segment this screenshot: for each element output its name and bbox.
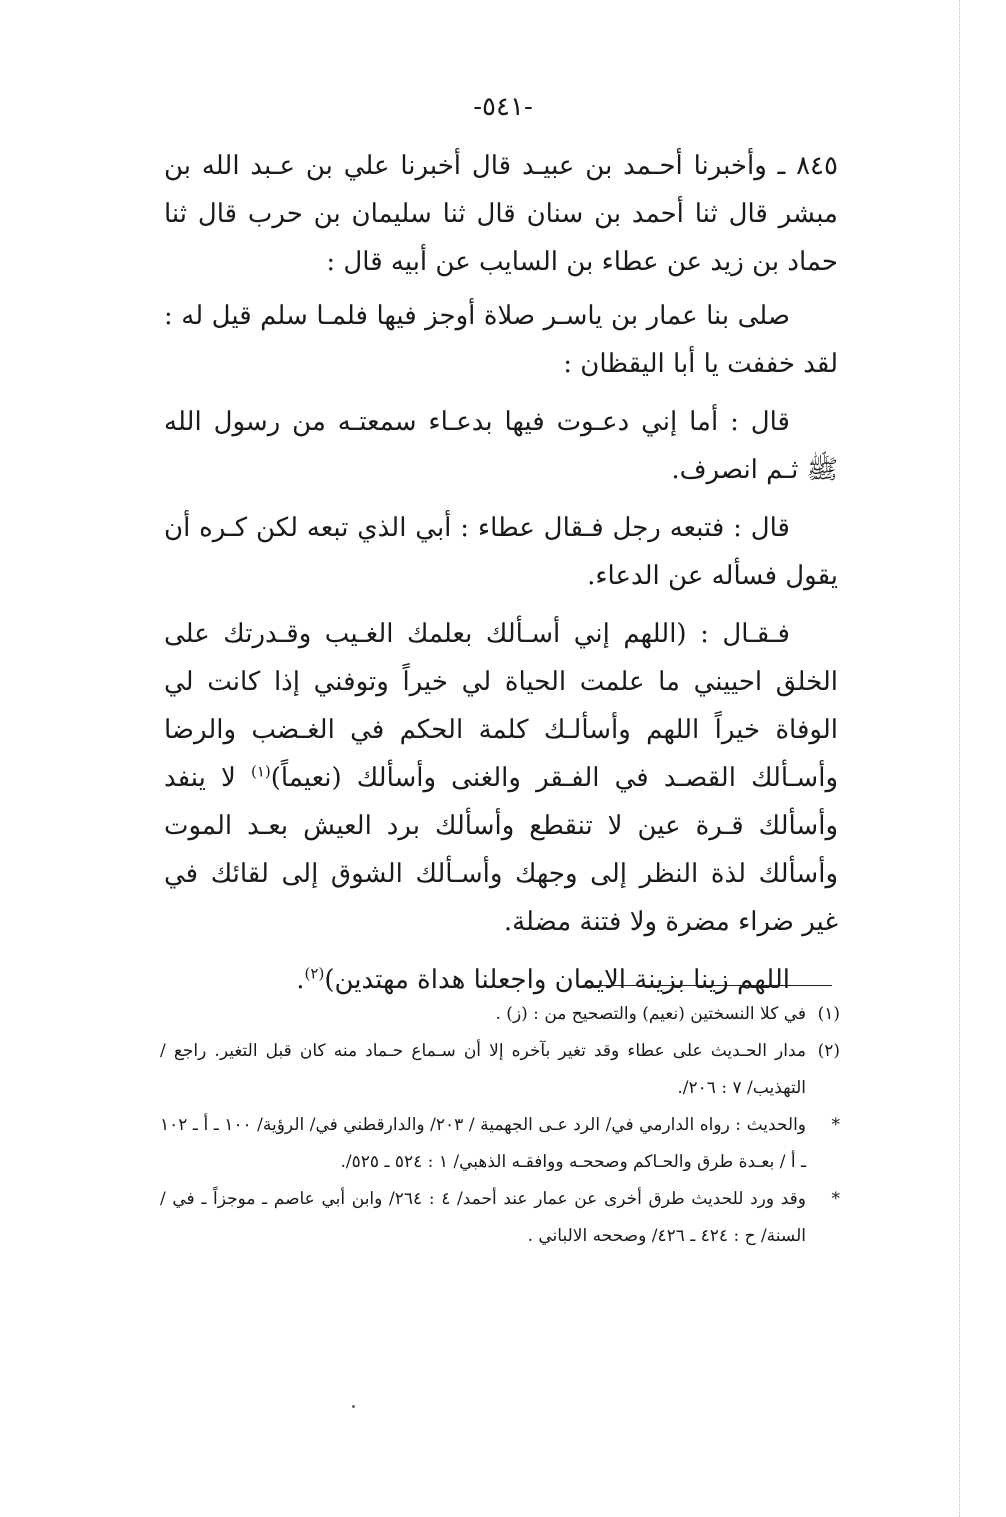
main-text bbox=[164, 142, 838, 1014]
page-number: -٥٤١- bbox=[473, 92, 533, 122]
footnote-1-text: في كلا النسختين (نعيم) والتصحيح من : (ز) . bbox=[495, 1004, 806, 1024]
footnote-note-b-mark: * bbox=[831, 1189, 840, 1209]
dua-text-part-2: لا ينفد وأسألك قـرة عين لا تنقطع وأسألك برد العيش بعـد الموت وأسألك لذة النظر إلى وجهك وأسـألك الشوق إلى لقائك في غير ضراء مضرة ولا فتنة مضلة. bbox=[164, 763, 838, 937]
closing-period: . bbox=[296, 965, 305, 995]
footnote-note-a-mark: * bbox=[831, 1115, 840, 1135]
paragraph-dua-reply: قال : أما إني دعـوت فيها بدعـاء سمعتـه من رسول الله ﷺ ثـم انصرف. bbox=[164, 407, 838, 485]
footnote-note-b bbox=[160, 1181, 840, 1255]
footnote-1 bbox=[160, 996, 840, 1033]
scan-edge-line bbox=[959, 0, 960, 1517]
closing-dua-text: اللهم زينا بزينة الايمان واجعلنا هداة مهتدين) bbox=[324, 965, 790, 995]
footnote-1-mark: (١) bbox=[817, 1004, 840, 1024]
footnote-2 bbox=[160, 1033, 840, 1107]
dua-text-part-1: فـقـال : (اللهم إني أسـألك بعلمك الغـيب وقـدرتك على الخلق احييني ما علمت الحياة لي خيراً وتوفني إذا كانت لي الوفاة خيراً اللهم وأسألـك كلمة الحكم في الغـضب والرضا وأسـألك القصـد في الفـقر والغنى وأسألك (نعيماً) bbox=[164, 619, 838, 793]
footnote-2-text: مدار الحـديث على عطاء وقد تغير بآخره إلا أن سـماع حـماد منه كان قبل التغير. راجع / التهذيب/ ٧ : ٢٠٦/. bbox=[160, 1041, 806, 1098]
footnote-2-mark: (٢) bbox=[817, 1041, 840, 1061]
scan-speck bbox=[352, 1405, 355, 1408]
footnotes-section bbox=[160, 996, 840, 1255]
paragraph-dua-text bbox=[164, 610, 838, 946]
footnote-separator bbox=[582, 985, 832, 986]
paragraph-follower: قال : فتبعه رجل فـقال عطاء : أبي الذي تبعه لكن كـره أن يقول فسأله عن الدعاء. bbox=[164, 513, 838, 591]
footnote-ref-1: (١) bbox=[250, 762, 271, 781]
footnote-note-a-text: والحديث : رواه الدارمي في/ الرد عـى الجهمية / ٢٠٣/ والدارقطني في/ الرؤية/ ١٠٠ ـ أ ـ ١٠٢ ـ أ / بعـدة طرق والحـاكم وصححـه ووافقـه الذهبي/ ١ : ٥٢٤ ـ ٥٢٥/. bbox=[160, 1115, 806, 1172]
footnote-ref-2: (٢) bbox=[304, 964, 325, 983]
paragraph-ammar-prayer: صلى بنا عمار بن ياسـر صلاة أوجز فيها فلمـا سلم قيل له : لقد خففت يا أبا اليقظان : bbox=[164, 301, 838, 379]
footnote-note-b-text: وقد ورد للحديث طرق أخرى عن عمار عند أحمد/ ٤ : ٢٦٤/ وابن أبي عاصم ـ موجزاً ـ في / السنة/ ح : ٤٢٤ ـ ٤٢٦/ وصححه الالباني . bbox=[160, 1189, 806, 1246]
footnote-note-a bbox=[160, 1107, 840, 1181]
hadith-isnad-paragraph: ٨٤٥ ـ وأخبرنا أحـمد بن عبيـد قال أخبرنا علي بن عـبد الله بن مبشر قال ثنا أحمد بن سنان قال ثنا سليمان بن حرب قال ثنا حماد بن زيد عن عطاء بن السايب عن أبيه قال : bbox=[164, 151, 838, 277]
